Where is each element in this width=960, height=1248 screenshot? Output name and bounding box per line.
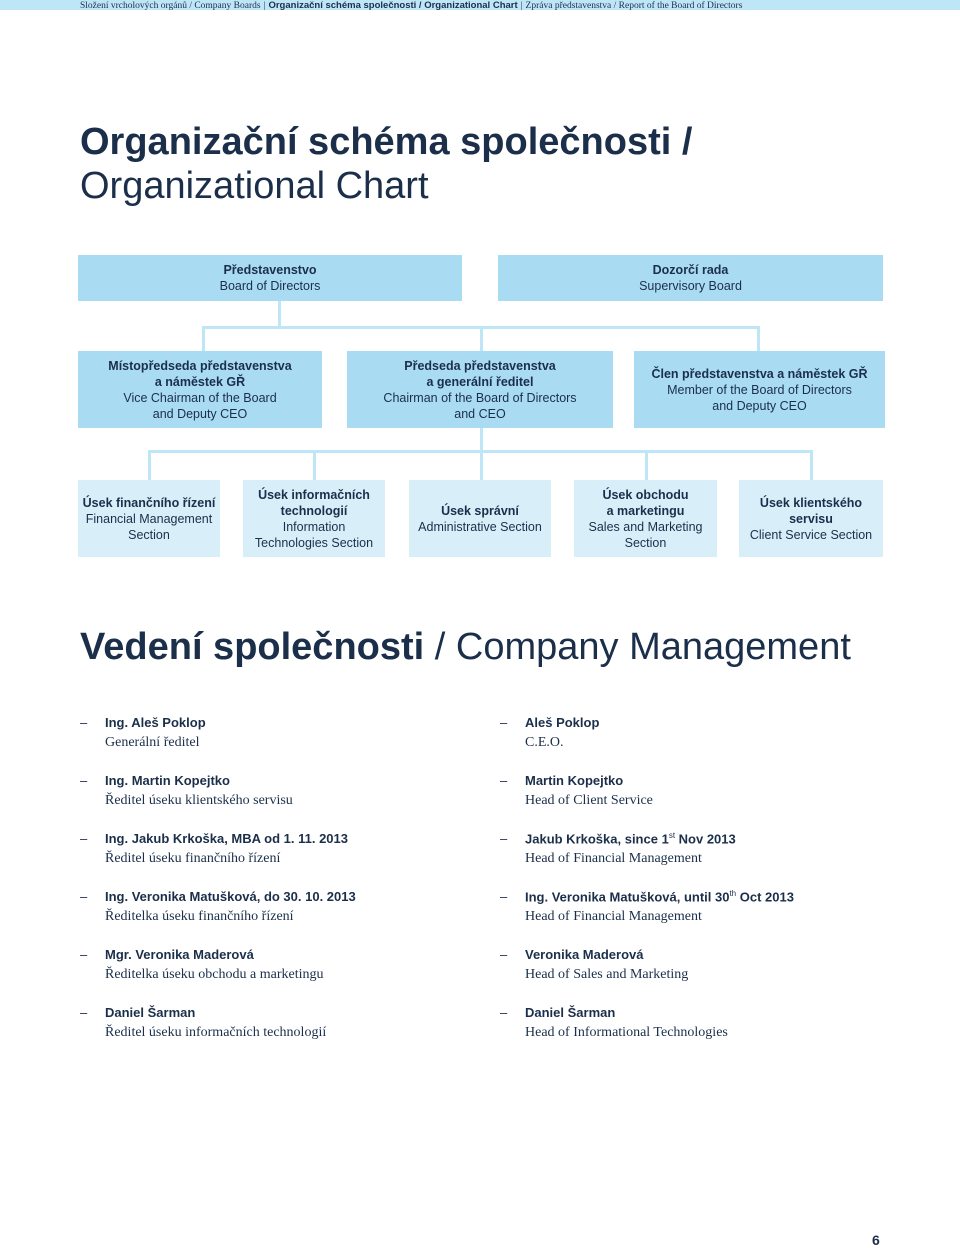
org-box-label-en: Supervisory Board	[639, 279, 742, 293]
person-role: Head of Client Service	[525, 793, 653, 808]
person-name-part: Nov 2013	[675, 831, 736, 847]
dash-bullet: –	[500, 831, 508, 846]
org-box-label-cz: Úsek finančního řízení	[82, 495, 216, 510]
breadcrumb-item-board-report[interactable]: Zpráva představenstva / Report of the Board of Directors	[525, 1, 743, 11]
org-box-administrative	[409, 480, 551, 557]
connector-line	[278, 301, 281, 327]
management-list-cz	[80, 714, 460, 1062]
org-box-label-en: and Deputy CEO	[712, 398, 807, 413]
org-box-label-cz: Úsek správní	[441, 503, 519, 518]
org-box-label-en: Client Service Section	[749, 527, 873, 542]
breadcrumb-item-company-boards[interactable]: Složení vrcholových orgánů / Company Boards	[80, 1, 261, 11]
page-title-en: Organizational Chart	[80, 165, 429, 207]
org-box-label-en: Information	[282, 519, 346, 534]
list-item	[500, 946, 880, 1004]
person-name-part: Oct 2013	[736, 889, 794, 905]
list-item	[80, 772, 460, 830]
org-box-label-cz: Představenstvo	[223, 263, 317, 277]
connector-line	[202, 326, 205, 351]
list-item	[80, 888, 460, 946]
page-number: 6	[872, 1232, 880, 1248]
person-name: Martin Kopejtko	[525, 773, 624, 788]
list-item	[80, 830, 460, 888]
org-box-supervisory-board	[498, 255, 883, 301]
list-item	[500, 830, 880, 888]
org-box-label-en: Financial Management	[85, 511, 213, 526]
connector-line	[480, 428, 483, 452]
org-box-label-cz: a marketingu	[606, 503, 685, 518]
person-role: Generální ředitel	[105, 735, 200, 750]
connector-line	[148, 450, 151, 480]
org-box-label-cz: Místopředseda představenstva	[108, 358, 292, 373]
person-name: Ing. Martin Kopejtko	[105, 773, 230, 788]
person-name: Ing. Veronika Matušková, do 30. 10. 2013	[105, 889, 356, 904]
org-box-financial-management	[78, 480, 220, 557]
connector-line	[810, 450, 813, 480]
dash-bullet: –	[80, 1005, 88, 1020]
org-box-label-en: Section	[624, 535, 667, 550]
org-box-label-en: Sales and Marketing	[588, 519, 703, 534]
org-box-label-en: Board of Directors	[219, 279, 321, 293]
org-box-label-en: and CEO	[454, 406, 506, 421]
person-name: Daniel Šarman	[105, 1005, 196, 1020]
org-box-label-cz: Úsek obchodu	[602, 487, 689, 502]
ordinal-suffix: st	[668, 831, 676, 840]
org-box-label-en: and Deputy CEO	[152, 406, 248, 421]
dash-bullet: –	[500, 1005, 508, 1020]
person-role: Ředitel úseku informačních technologií	[105, 1025, 327, 1040]
person-name-part: Ing. Veronika Matušková, until 30	[525, 889, 730, 905]
org-box-board-of-directors	[78, 255, 462, 301]
person-role: Head of Sales and Marketing	[525, 967, 689, 982]
dash-bullet: –	[80, 947, 88, 962]
person-name	[525, 831, 736, 846]
person-name: Daniel Šarman	[525, 1005, 616, 1020]
person-name: Veronika Maderová	[525, 947, 644, 962]
person-name-part: Jakub Krkoška, since 1	[525, 831, 669, 847]
org-box-board-member	[634, 351, 885, 428]
org-box-label-en: Chairman of the Board of Directors	[383, 390, 577, 405]
person-role: Ředitelka úseku finančního řízení	[105, 909, 294, 924]
org-box-label-en: Technologies Section	[254, 535, 374, 550]
connector-line	[480, 450, 483, 480]
connector-line	[645, 450, 648, 480]
breadcrumb-separator: |	[520, 1, 523, 11]
person-role: C.E.O.	[525, 735, 564, 750]
org-box-label-cz: Úsek informačních	[258, 487, 370, 502]
person-name: Ing. Jakub Krkoška, MBA od 1. 11. 2013	[105, 831, 349, 846]
person-name: Mgr. Veronika Maderová	[105, 947, 254, 962]
connector-line	[480, 326, 483, 351]
management-heading-cz: Vedení společnosti	[80, 626, 425, 668]
list-item	[80, 1004, 460, 1062]
dash-bullet: –	[80, 889, 88, 904]
person-role: Ředitelka úseku obchodu a marketingu	[105, 967, 324, 982]
person-role: Head of Informational Technologies	[525, 1025, 728, 1040]
management-heading-en: / Company Management	[424, 626, 851, 668]
list-item	[500, 1004, 880, 1062]
org-box-label-en: Vice Chairman of the Board	[123, 390, 277, 405]
org-box-label-cz: servisu	[789, 511, 833, 526]
list-item	[80, 714, 460, 772]
page-title	[80, 120, 692, 208]
breadcrumb-item-organizational-chart[interactable]: Organizační schéma společnosti / Organizational Chart	[268, 0, 518, 11]
org-box-label-cz: Úsek klientského	[759, 495, 863, 510]
person-name	[525, 889, 794, 904]
org-box-label-en: Member of the Board of Directors	[667, 382, 852, 397]
management-heading	[80, 624, 851, 670]
org-box-label-en: Section	[128, 527, 170, 542]
list-item	[500, 888, 880, 946]
breadcrumb	[80, 0, 742, 12]
org-box-label-cz: Člen představenstva a náměstek GŘ	[651, 366, 868, 381]
connector-line	[313, 450, 316, 480]
dash-bullet: –	[500, 773, 508, 788]
person-name: Aleš Poklop	[525, 715, 600, 730]
person-name: Ing. Aleš Poklop	[105, 715, 206, 730]
org-box-vice-chairman	[78, 351, 322, 428]
person-role: Head of Financial Management	[525, 909, 702, 924]
dash-bullet: –	[80, 773, 88, 788]
connector-line	[757, 326, 760, 351]
org-box-label-cz: Předseda představenstva	[404, 358, 556, 373]
org-box-information-technologies	[243, 480, 385, 557]
dash-bullet: –	[500, 889, 508, 904]
page-title-cz: Organizační schéma společnosti /	[80, 121, 693, 163]
dash-bullet: –	[500, 947, 508, 962]
person-role: Ředitel úseku klientského servisu	[105, 793, 293, 808]
org-box-client-service	[739, 480, 883, 557]
org-box-sales-marketing	[574, 480, 717, 557]
list-item	[500, 714, 880, 772]
breadcrumb-separator: |	[263, 1, 266, 11]
dash-bullet: –	[80, 715, 88, 730]
dash-bullet: –	[80, 831, 88, 846]
person-role: Head of Financial Management	[525, 851, 702, 866]
org-box-chairman	[347, 351, 613, 428]
org-box-label-cz: Dozorčí rada	[652, 263, 729, 277]
management-list-en	[500, 714, 880, 1062]
org-box-label-cz: technologií	[280, 503, 348, 518]
ordinal-suffix: th	[729, 889, 737, 898]
person-role: Ředitel úseku finančního řízení	[105, 851, 281, 866]
list-item	[80, 946, 460, 1004]
org-box-label-cz: a generální ředitel	[426, 374, 534, 389]
list-item	[500, 772, 880, 830]
org-box-label-cz: a náměstek GŘ	[154, 374, 246, 389]
org-box-label-en: Administrative Section	[418, 519, 542, 534]
dash-bullet: –	[500, 715, 508, 730]
